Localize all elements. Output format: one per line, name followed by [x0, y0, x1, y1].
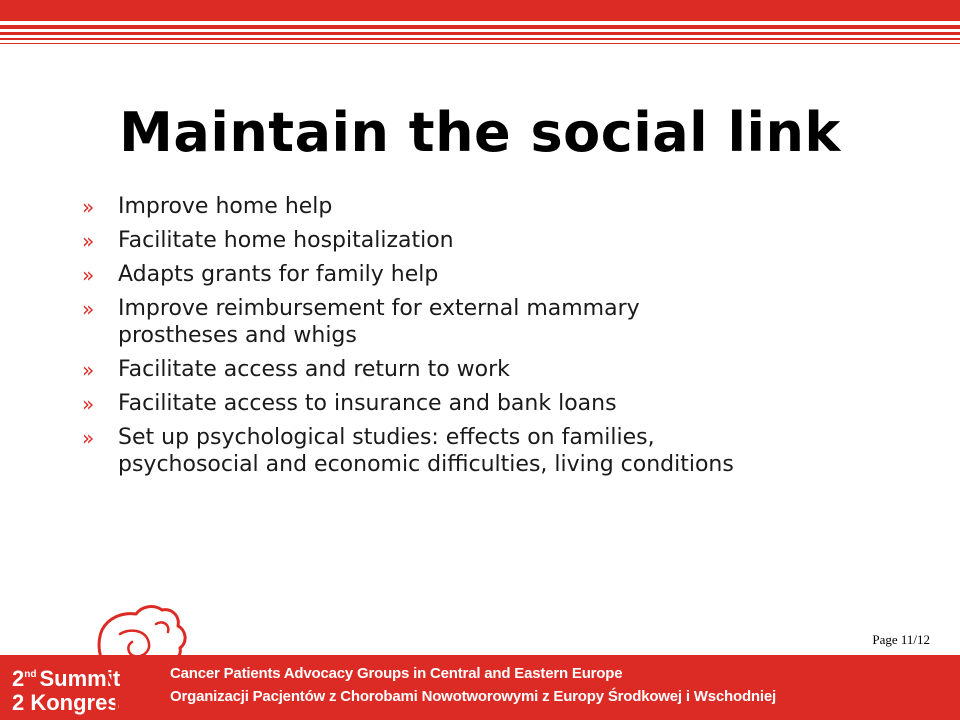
bullet-text: Improve home help [118, 194, 333, 219]
bullet-text: Adapts grants for family help [118, 262, 439, 287]
summit-number: 2 [12, 666, 25, 691]
bullet-item [82, 390, 882, 417]
bullet-text-continued: prostheses and whigs [118, 323, 357, 348]
bullet-text-continued: psychosocial and economic difficulties, living conditions [118, 452, 734, 477]
bullet-marker: » [82, 229, 95, 253]
bullet-text: Facilitate access to insurance and bank loans [118, 391, 617, 416]
summit-word: Summit [39, 666, 121, 691]
bullet-list [82, 193, 882, 485]
top-band-stripe [0, 32, 960, 35]
summit-ordinal: nd [24, 669, 37, 680]
bullet-marker: » [82, 297, 95, 321]
bullet-text: Facilitate access and return to work [118, 357, 510, 382]
top-red-band [0, 0, 960, 46]
bullet-marker: » [82, 392, 95, 416]
organization-name-en: Cancer Patients Advocacy Groups in Central and Eastern Europe [170, 665, 623, 682]
bullet-marker: » [82, 426, 95, 450]
bullet-marker: » [82, 358, 95, 382]
head-outline-logo-icon [78, 600, 198, 720]
organization-name-pl: Organizacji Pacjentów z Chorobami Nowotworowymi z Europy Środkowej i Wschodniej [170, 688, 776, 705]
bullet-item [82, 227, 882, 254]
bullet-item [82, 356, 882, 383]
bullet-item [82, 261, 882, 288]
top-band-stripe [0, 25, 960, 29]
bullet-text: Set up psychological studies: effects on families, [118, 425, 655, 450]
bullet-item [82, 424, 882, 478]
bullet-text: Facilitate home hospitalization [118, 228, 454, 253]
bullet-marker: » [82, 263, 95, 287]
top-band-solid [0, 0, 960, 21]
page-number: Page 11/12 [872, 632, 930, 647]
top-band-stripe [0, 43, 960, 44]
bullet-item [82, 295, 882, 349]
slide-title: Maintain the social link [119, 101, 841, 164]
bullet-text: Improve reimbursement for external mammary [118, 296, 640, 321]
kongres-line: 2 Kongres [12, 690, 120, 715]
bullet-marker: » [82, 195, 95, 219]
top-band-stripe [0, 38, 960, 40]
bullet-item [82, 193, 882, 220]
